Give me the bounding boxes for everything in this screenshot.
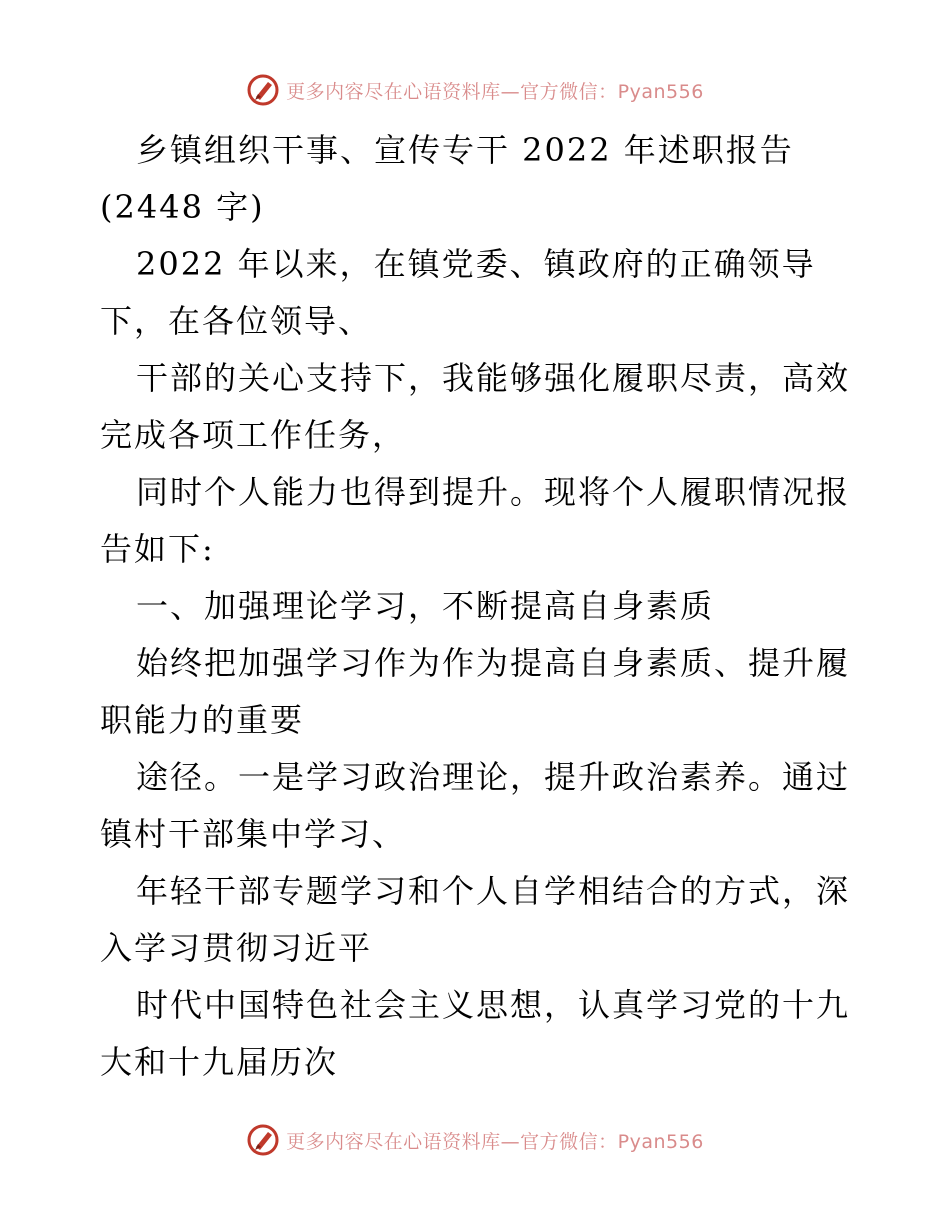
text-line: 始终把加强学习作为作为提高自身素质、提升履	[136, 644, 851, 682]
text-line: 下，在各位领导、	[100, 302, 373, 340]
footer-banner-text: 更多内容尽在心语资料库—官方微信：Pyan556	[286, 1130, 704, 1153]
text-line: 2022 年以来，在镇党委、镇政府的正确领导	[136, 245, 816, 283]
pen-circle-logo-icon	[246, 1123, 280, 1157]
text-line: 告如下:	[100, 530, 215, 568]
text-line: 入学习贯彻习近平	[100, 929, 373, 967]
footer-banner-content	[246, 1123, 704, 1157]
text-line: 乡镇组织干事、宣传专干 2022 年述职报告	[136, 131, 794, 169]
footer-banner	[0, 1120, 950, 1160]
header-banner-content	[246, 73, 704, 107]
text-line: 同时个人能力也得到提升。现将个人履职情况报	[136, 473, 851, 511]
text-line: 完成各项工作任务，	[100, 416, 407, 454]
text-line: 职能力的重要	[100, 701, 305, 739]
text-line: (2448 字)	[100, 188, 265, 226]
header-banner-text: 更多内容尽在心语资料库—官方微信：Pyan556	[286, 80, 704, 103]
pen-circle-logo-icon	[246, 73, 280, 107]
text-line: 途径。一是学习政治理论，提升政治素养。通过	[136, 758, 851, 796]
text-line: 一、加强理论学习，不断提高自身素质	[136, 587, 715, 625]
text-line: 镇村干部集中学习、	[100, 815, 407, 853]
text-line: 干部的关心支持下，我能够强化履职尽责，高效	[136, 359, 851, 397]
text-line: 时代中国特色社会主义思想，认真学习党的十九	[136, 986, 851, 1024]
text-line: 大和十九届历次	[100, 1043, 339, 1081]
header-banner	[0, 70, 950, 110]
text-line: 年轻干部专题学习和个人自学相结合的方式，深	[136, 872, 851, 910]
document-body	[100, 122, 860, 1091]
